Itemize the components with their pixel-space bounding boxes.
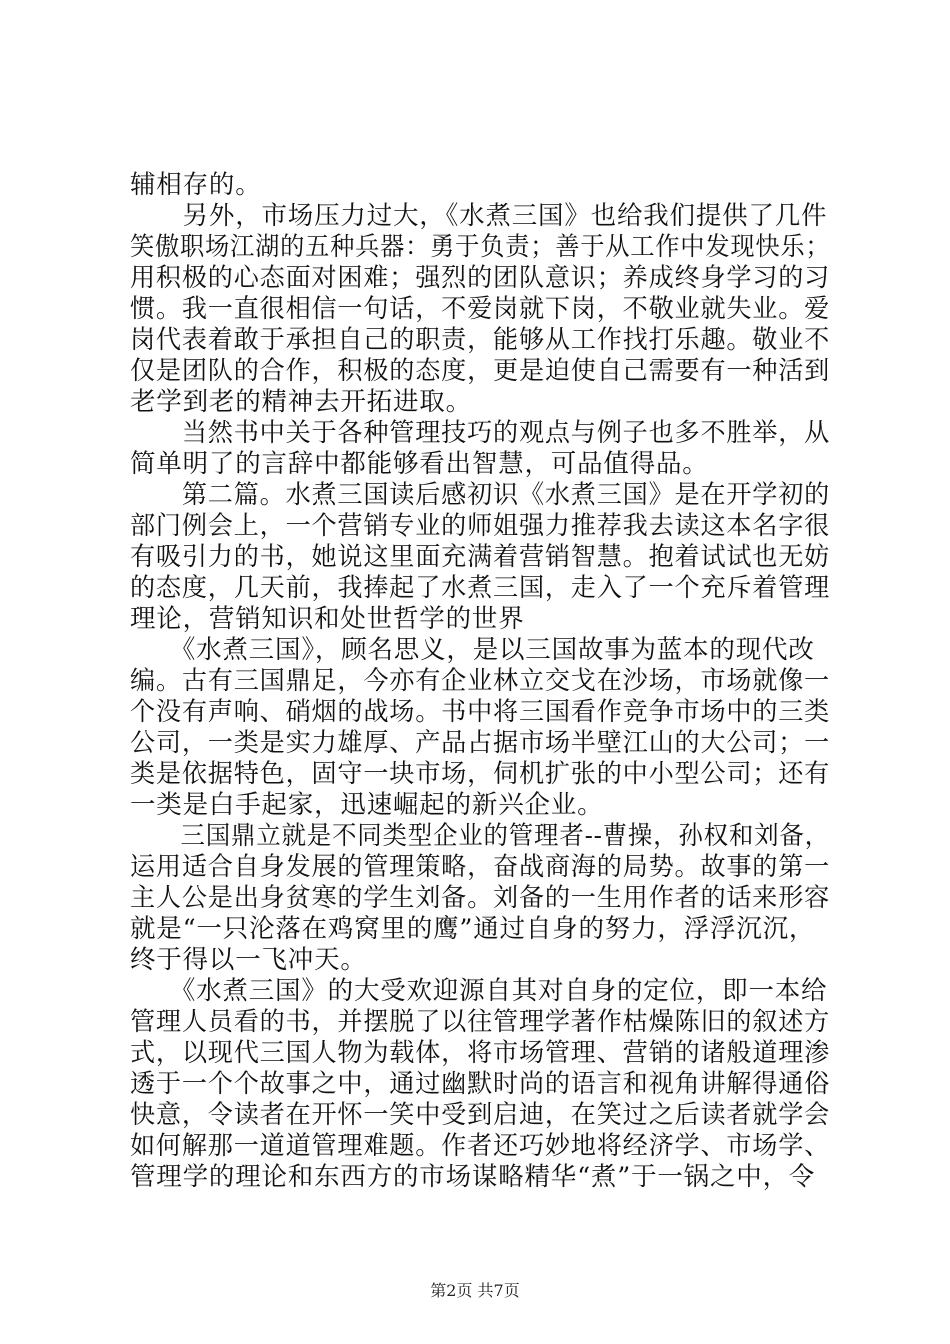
text-line: 主人公是出身贫寒的学生刘备。刘备的一生用作者的话来形容: [130, 883, 831, 913]
text-line: 第二篇。水煮三国读后感初识《水煮三国》是在开学初的: [130, 480, 831, 510]
page-footer: 第2页 共7页: [430, 1281, 520, 1300]
text-line: 《水煮三国》，顾名思义，是以三国故事为蓝本的现代改: [130, 635, 815, 665]
text-line: 理论，营销知识和处世哲学的世界: [130, 604, 525, 634]
text-line: 的态度，几天前，我捧起了水煮三国，走入了一个充斥着管理: [130, 573, 831, 603]
text-line: 仅是团队的合作，积极的态度，更是迫使自己需要有一种活到: [130, 356, 831, 386]
text-line: 老学到老的精神去开拓进取。: [130, 387, 472, 417]
text-line: 用积极的心态面对困难；强烈的团队意识；养成终身学习的习: [130, 263, 831, 293]
text-line: 惯。我一直很相信一句话，不爱岗就下岗，不敬业就失业。爱: [130, 294, 831, 324]
text-line: 辅相存的。: [130, 170, 262, 200]
text-line: 如何解那一道道管理难题。作者还巧妙地将经济学、市场学、: [130, 1131, 831, 1161]
text-line: 简单明了的言辞中都能够看出智慧，可品值得品。: [130, 449, 709, 479]
text-line: 编。古有三国鼎足，今亦有企业林立交戈在沙场，市场就像一: [130, 666, 831, 696]
text-line: 当然书中关于各种管理技巧的观点与例子也多不胜举，从: [130, 418, 831, 448]
text-line: 类是依据特色，固守一块市场，伺机扩张的中小型公司；还有: [130, 759, 831, 789]
text-line: 公司，一类是实力雄厚、产品占据市场半壁江山的大公司；一: [130, 728, 831, 758]
text-line: 另外，市场压力过大，《水煮三国》也给我们提供了几件: [130, 201, 828, 231]
text-line: 有吸引力的书，她说这里面充满着营销智慧。抱着试试也无妨: [130, 542, 831, 572]
text-line: 就是“一只沦落在鸡窝里的鹰”通过自身的努力，浮浮沉沉，: [130, 914, 816, 944]
text-line: 运用适合自身发展的管理策略，奋战商海的局势。故事的第一: [130, 852, 831, 882]
text-line: 三国鼎立就是不同类型企业的管理者--曹操，孙权和刘备，: [130, 821, 830, 851]
text-line: 快意，令读者在开怀一笑中受到启迪，在笑过之后读者就学会: [130, 1100, 831, 1130]
text-line: 《水煮三国》的大受欢迎源自其对自身的定位，即一本给: [130, 976, 828, 1006]
text-line: 部门例会上，一个营销专业的师姐强力推荐我去读这本名字很: [130, 511, 831, 541]
text-line: 笑傲职场江湖的五种兵器：勇于负责；善于从工作中发现快乐；: [130, 232, 831, 262]
text-line: 管理人员看的书，并摆脱了以往管理学著作枯燥陈旧的叙述方: [130, 1007, 831, 1037]
text-line: 岗代表着敢于承担自己的职责，能够从工作找打乐趣。敬业不: [130, 325, 831, 355]
text-line: 式，以现代三国人物为载体，将市场管理、营销的诸般道理渗: [130, 1038, 831, 1068]
text-line: 个没有声响、硝烟的战场。书中将三国看作竞争市场中的三类: [130, 697, 831, 727]
text-line: 终于得以一飞冲天。: [130, 945, 367, 975]
text-line: 管理学的理论和东西方的市场谋略精华“煮”于一锅之中，令: [130, 1162, 816, 1192]
text-line: 一类是白手起家，迅速崛起的新兴企业。: [130, 790, 604, 820]
document-body: [130, 170, 830, 1193]
text-line: 透于一个个故事之中，通过幽默时尚的语言和视角讲解得通俗: [130, 1069, 831, 1099]
